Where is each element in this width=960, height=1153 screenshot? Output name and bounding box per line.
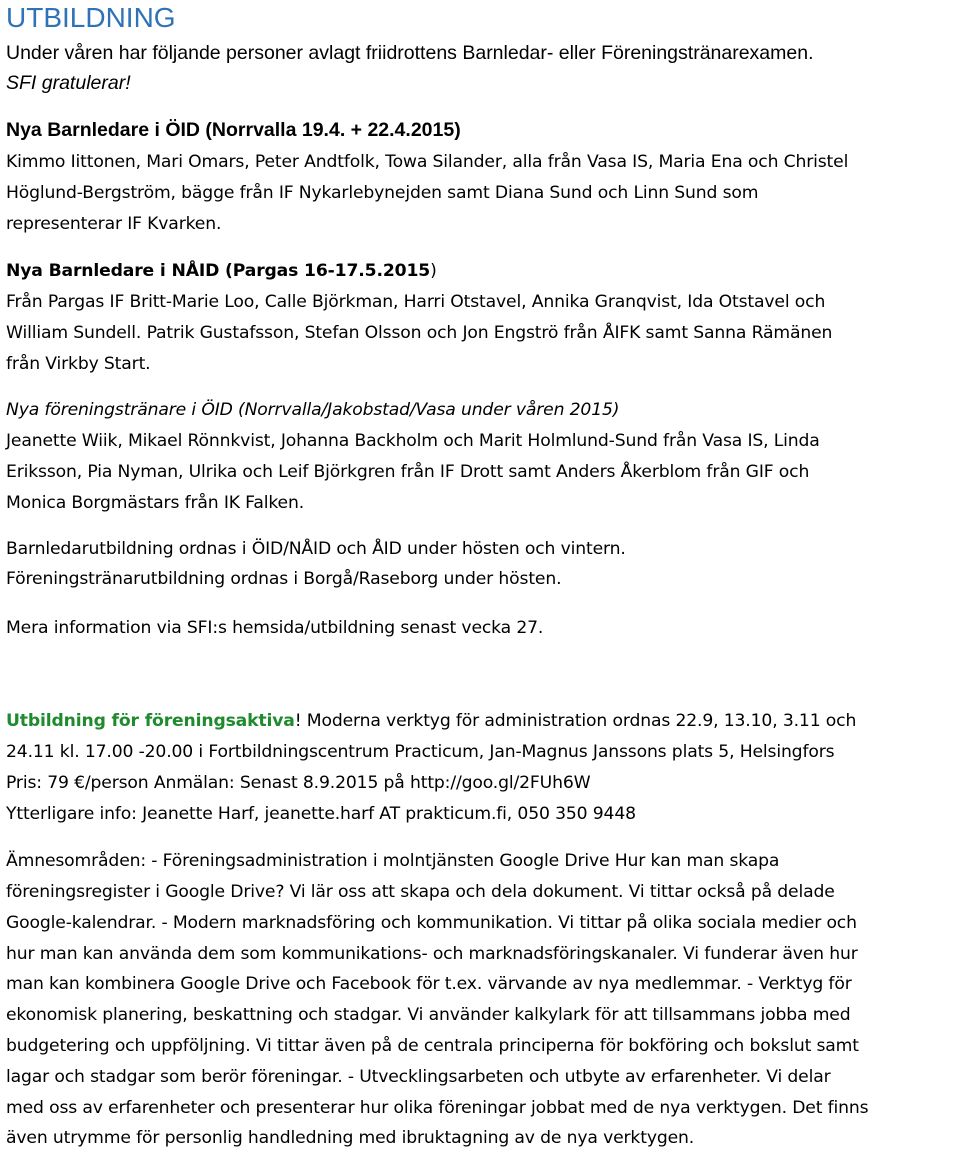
aktiva-line-rest: ! Moderna verktyg för administration ordnas 22.9, 13.10, 3.11 och: [294, 711, 857, 731]
more-info-line: Mera information via SFI:s hemsida/utbildning senast vecka 27.: [6, 618, 544, 638]
topics-line: med oss av erfarenheter och presenterar hur olika föreningar jobbat med de nya verktygen. Det finns: [6, 1098, 869, 1118]
topics-line: även utrymme för personlig handledning med ibruktagning av de nya verktygen.: [6, 1128, 695, 1148]
aktiva-price-line: Pris: 79 €/person Anmälan: Senast 8.9.2015 på http://goo.gl/2FUh6W: [6, 773, 591, 793]
section1-title: Nya Barnledare i ÖID (Norrvalla 19.4. + 22.4.2015): [6, 119, 461, 141]
section3-line: Jeanette Wiik, Mikael Rönnkvist, Johanna Backholm och Marit Holmlund-Sund från Vasa IS, Linda: [6, 431, 820, 451]
section2-line: Från Pargas IF Britt-Marie Loo, Calle Björkman, Harri Otstavel, Annika Granqvist, Ida Otstavel och: [6, 292, 826, 312]
section2-title-rest: ): [430, 261, 437, 281]
topics-line: Ämnesområden: - Föreningsadministration i molntjänsten Google Drive Hur kan man skapa: [6, 851, 780, 871]
topics-line: ekonomisk planering, beskattning och stadgar. Vi använder kalkylark för att tillsammans jobba med: [6, 1005, 851, 1025]
aktiva-line: [6, 706, 856, 736]
courses-line: Barnledarutbildning ordnas i ÖID/NÅID och ÅID under hösten och vintern.: [6, 539, 626, 559]
aktiva-contact-line: Ytterligare info: Jeanette Harf, jeanette.harf AT prakticum.fi, 050 350 9448: [6, 804, 636, 824]
intro-line: Under våren har följande personer avlagt friidrottens Barnledar- eller Föreningstränarexamen.: [6, 42, 814, 64]
section2-title-bold: Nya Barnledare i NÅID (Pargas 16-17.5.2015: [6, 261, 431, 281]
aktiva-line: 24.11 kl. 17.00 -20.00 i Fortbildningscentrum Practicum, Jan-Magnus Janssons plats 5, Helsingfors: [6, 742, 835, 762]
topics-line: lagar och stadgar som berör föreningar. - Utvecklingsarbeten och utbyte av erfarenheter. Vi delar: [6, 1067, 831, 1087]
section3-title: Nya föreningstränare i ÖID (Norrvalla/Jakobstad/Vasa under våren 2015): [6, 400, 620, 420]
topics-line: man kan kombinera Google Drive och Facebook för t.ex. värvande av nya medlemmar. - Verktyg för: [6, 974, 852, 994]
topics-line: Google-kalendrar. - Modern marknadsföring och kommunikation. Vi tittar på olika sociala medier och: [6, 913, 857, 933]
aktiva-highlight: Utbildning för föreningsaktiva: [6, 711, 295, 731]
courses-line: Föreningstränarutbildning ordnas i Borgå/Raseborg under hösten.: [6, 569, 562, 589]
intro-congrats: SFI gratulerar!: [6, 72, 131, 94]
topics-line: hur man kan använda dem som kommunikations- och marknadsföringskanaler. Vi funderar även hur: [6, 944, 858, 964]
section1-line: representerar IF Kvarken.: [6, 214, 222, 234]
section2-line: William Sundell. Patrik Gustafsson, Stefan Olsson och Jon Engströ från ÅIFK samt Sanna Rämänen: [6, 323, 833, 343]
section3-line: Monica Borgmästars från IK Falken.: [6, 493, 305, 513]
topics-line: budgetering och uppföljning. Vi tittar även på de centrala principerna för bokföring och bokslut samt: [6, 1036, 859, 1056]
section1-line: Höglund-Bergström, bägge från IF Nykarlebynejden samt Diana Sund och Linn Sund som: [6, 183, 759, 203]
section2-line: från Virkby Start.: [6, 354, 151, 374]
section2-title: [6, 256, 437, 286]
section1-line: Kimmo Iittonen, Mari Omars, Peter Andtfolk, Towa Silander, alla från Vasa IS, Maria Ena och Christel: [6, 152, 849, 172]
topics-line: föreningsregister i Google Drive? Vi lär oss att skapa och dela dokument. Vi tittar också på delade: [6, 882, 835, 902]
section3-line: Eriksson, Pia Nyman, Ulrika och Leif Björkgren från IF Drott samt Anders Åkerblom från GIF och: [6, 462, 810, 482]
page-title: UTBILDNING: [6, 2, 176, 33]
